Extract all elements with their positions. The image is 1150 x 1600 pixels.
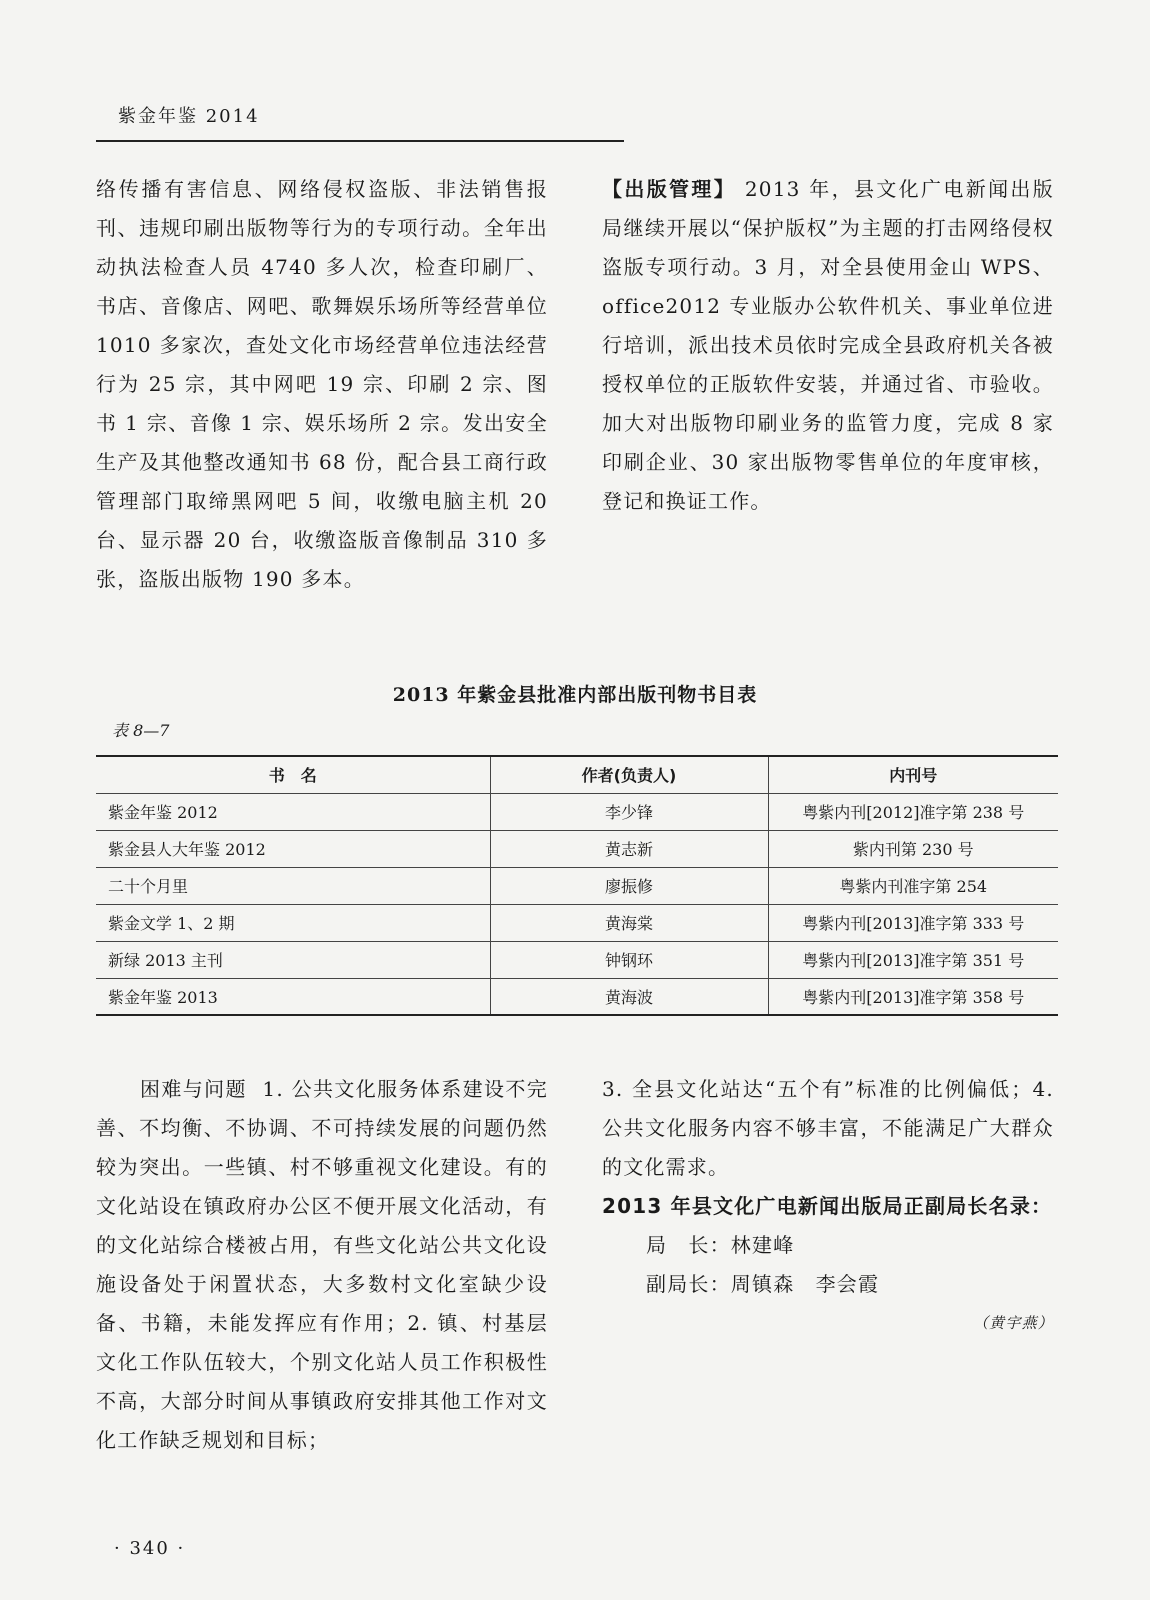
book-title-cell: 二十个月里 <box>96 867 490 904</box>
book-title-cell: 紫金县人大年鉴 2012 <box>96 830 490 867</box>
book-title-cell: 紫金文学 1、2 期 <box>96 904 490 941</box>
page-header: 紫金年鉴 2014 <box>118 106 260 127</box>
author-cell: 钟钢环 <box>490 941 768 978</box>
internal-number-cell: 粤紫内刊[2013]准字第 358 号 <box>768 978 1058 1015</box>
top-left-column <box>96 170 548 599</box>
table-row <box>96 793 1058 830</box>
director-line: 局 长：林建峰 <box>646 1233 795 1257</box>
publishing-management-heading: 【出版管理】 <box>602 177 737 201</box>
difficulties-paragraph <box>96 1070 548 1460</box>
column-header-title: 书 名 <box>96 756 490 793</box>
roster-title: 2013 年县文化广电新闻出版局正副局长名录： <box>602 1194 1053 1218</box>
table-title: 2013 年紫金县批准内部出版刊物书目表 <box>392 684 758 706</box>
table-row <box>96 904 1058 941</box>
internal-number-cell: 粤紫内刊[2012]准字第 238 号 <box>768 793 1058 830</box>
table-row <box>96 978 1058 1015</box>
difficulties-continued: 3. 全县文化站达“五个有”标准的比例偏低；4. 公共文化服务内容不够丰富，不能满足广大群众的文化需求。 <box>602 1077 1054 1179</box>
publishing-management-text: 2013 年，县文化广电新闻出版局继续开展以“保护版权”为主题的打击网络侵权盗版专项行动。3 月，对全县使用金山 WPS、office2012 专业版办公软件机关、事业单位进行培训，派出技术员依时完成全县政府机关各被授权单位的正版软件安装，并通过省、市验收。加大对出版物印刷业务的监管力度，完成 8 家印刷企业、30 家出版物零售单位的年度审核，登记和换证工作。 <box>602 177 1054 513</box>
column-header-internal-number: 内刊号 <box>768 756 1058 793</box>
bottom-left-column <box>96 1070 548 1460</box>
publications-table <box>96 755 1058 1016</box>
table-header-row <box>96 756 1058 793</box>
table-number: 表 8—7 <box>112 721 170 740</box>
top-left-paragraph: 络传播有害信息、网络侵权盗版、非法销售报刊、违规印刷出版物等行为的专项行动。全年出动执法检查人员 4740 多人次，检查印刷厂、书店、音像店、网吧、歌舞娱乐场所等经营单位 1010 多家次，查处文化市场经营单位违法经营行为 25 宗，其中网吧 19 宗、印刷 2 宗、图书 1 宗、音像 1 宗、娱乐场所 2 宗。发出安全生产及其他整改通知书 68 份，配合县工商行政管理部门取缔黑网吧 5 间，收缴电脑主机 20 台、显示器 20 台，收缴盗版音像制品 310 多张，盗版出版物 190 多本。 <box>96 177 548 591</box>
table-row <box>96 867 1058 904</box>
table-row <box>96 941 1058 978</box>
book-title-cell: 新绿 2013 主刊 <box>96 941 490 978</box>
top-right-column <box>602 170 1054 521</box>
difficulties-label: 困难与问题 <box>140 1077 247 1101</box>
page-number: · 340 · <box>114 1538 186 1559</box>
author-cell: 黄海波 <box>490 978 768 1015</box>
author-cell: 李少锋 <box>490 793 768 830</box>
bottom-right-column <box>602 1070 1054 1343</box>
internal-number-cell: 紫内刊第 230 号 <box>768 830 1058 867</box>
author-cell: 黄海棠 <box>490 904 768 941</box>
author-cell: 黄志新 <box>490 830 768 867</box>
author-credit: （黄宇燕） <box>972 1314 1054 1332</box>
deputy-director-line: 副局长：周镇森 李会霞 <box>646 1272 880 1296</box>
book-title-cell: 紫金年鉴 2013 <box>96 978 490 1015</box>
table-row <box>96 830 1058 867</box>
publishing-management-paragraph <box>602 170 1054 521</box>
header-rule <box>96 140 624 142</box>
internal-number-cell: 粤紫内刊准字第 254 <box>768 867 1058 904</box>
author-cell: 廖振修 <box>490 867 768 904</box>
book-title-cell: 紫金年鉴 2012 <box>96 793 490 830</box>
internal-number-cell: 粤紫内刊[2013]准字第 333 号 <box>768 904 1058 941</box>
difficulties-text: 1. 公共文化服务体系建设不完善、不均衡、不协调、不可持续发展的问题仍然较为突出。一些镇、村不够重视文化建设。有的文化站设在镇政府办公区不便开展文化活动，有的文化站综合楼被占用，有些文化站公共文化设施设备处于闲置状态，大多数村文化室缺少设备、书籍，未能发挥应有作用；2. 镇、村基层文化工作队伍较大，个别文化站人员工作积极性不高，大部分时间从事镇政府安排其他工作对文化工作缺乏规划和目标； <box>96 1077 548 1452</box>
column-header-author: 作者(负责人) <box>490 756 768 793</box>
internal-number-cell: 粤紫内刊[2013]准字第 351 号 <box>768 941 1058 978</box>
